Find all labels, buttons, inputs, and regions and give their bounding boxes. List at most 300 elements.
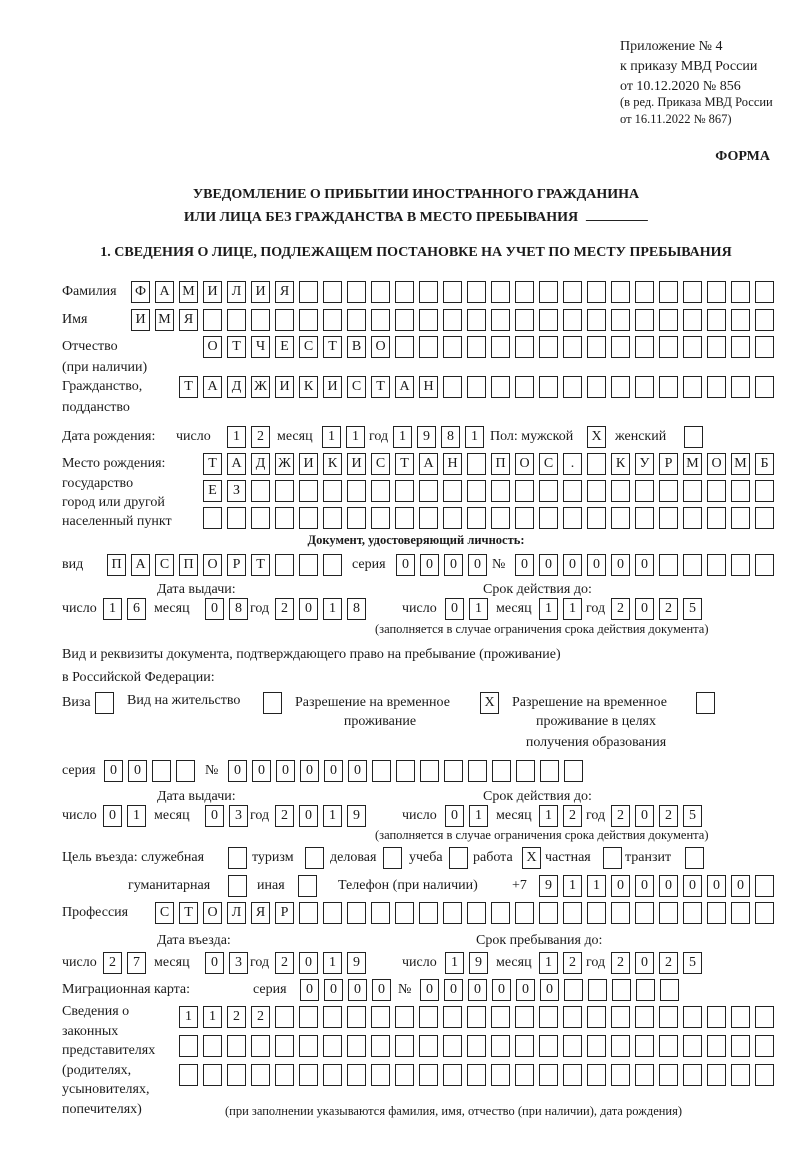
- phone-cell[interactable]: 0: [707, 875, 726, 897]
- profession-cell[interactable]: О: [203, 902, 222, 924]
- temp-residence-checkbox[interactable]: X: [480, 692, 499, 714]
- name-cell[interactable]: [275, 309, 294, 331]
- profession-cell[interactable]: [371, 902, 390, 924]
- year-cell[interactable]: 1: [323, 952, 342, 974]
- representatives-cell[interactable]: [707, 1035, 726, 1057]
- name-cell[interactable]: [299, 309, 318, 331]
- birthplace-cell[interactable]: П: [491, 453, 510, 475]
- birthplace-cell[interactable]: [491, 480, 510, 502]
- year-cell[interactable]: 5: [683, 805, 702, 827]
- surname-cell[interactable]: [443, 281, 462, 303]
- citizenship-cell[interactable]: [539, 376, 558, 398]
- representatives-cell[interactable]: [587, 1035, 606, 1057]
- representatives-cell[interactable]: [611, 1035, 630, 1057]
- birthplace-cell[interactable]: С: [371, 453, 390, 475]
- birthplace-cell[interactable]: [707, 480, 726, 502]
- profession-cell[interactable]: [467, 902, 486, 924]
- month-cell[interactable]: 1: [539, 598, 558, 620]
- year-cell[interactable]: 2: [611, 805, 630, 827]
- patronymic-cell[interactable]: Т: [323, 336, 342, 358]
- patronymic-cell[interactable]: [755, 336, 774, 358]
- name-cell[interactable]: [323, 309, 342, 331]
- birthplace-cell[interactable]: [563, 507, 582, 529]
- series-cell[interactable]: [152, 760, 171, 782]
- birthplace-cell[interactable]: Б: [755, 453, 774, 475]
- profession-cell[interactable]: [347, 902, 366, 924]
- surname-cell[interactable]: [491, 281, 510, 303]
- citizenship-cell[interactable]: А: [203, 376, 222, 398]
- number-cell[interactable]: 0: [635, 554, 654, 576]
- year-cell[interactable]: 2: [611, 598, 630, 620]
- birthplace-cell[interactable]: [611, 507, 630, 529]
- representatives-cell[interactable]: [275, 1064, 294, 1086]
- birthplace-cell[interactable]: [371, 480, 390, 502]
- citizenship-cell[interactable]: [683, 376, 702, 398]
- profession-cell[interactable]: [539, 902, 558, 924]
- representatives-cell[interactable]: [659, 1035, 678, 1057]
- representatives-cell[interactable]: [179, 1035, 198, 1057]
- birthplace-cell[interactable]: [731, 480, 750, 502]
- patronymic-cell[interactable]: Т: [227, 336, 246, 358]
- birthplace-cell[interactable]: [395, 507, 414, 529]
- month-cell[interactable]: 0: [205, 952, 224, 974]
- birthplace-cell[interactable]: [587, 507, 606, 529]
- representatives-cell[interactable]: [443, 1035, 462, 1057]
- surname-cell[interactable]: [515, 281, 534, 303]
- birthplace-cell[interactable]: И: [347, 453, 366, 475]
- doc-kind-cell[interactable]: О: [203, 554, 222, 576]
- representatives-cell[interactable]: [755, 1006, 774, 1028]
- representatives-cell[interactable]: [419, 1035, 438, 1057]
- number-cell[interactable]: [731, 554, 750, 576]
- surname-cell[interactable]: [731, 281, 750, 303]
- profession-cell[interactable]: Т: [179, 902, 198, 924]
- representatives-cell[interactable]: [467, 1006, 486, 1028]
- year-cell[interactable]: 9: [347, 805, 366, 827]
- name-cell[interactable]: [611, 309, 630, 331]
- birthplace-cell[interactable]: [395, 480, 414, 502]
- year-cell[interactable]: 0: [635, 598, 654, 620]
- name-cell[interactable]: Я: [179, 309, 198, 331]
- representatives-cell[interactable]: [467, 1035, 486, 1057]
- number-cell[interactable]: [636, 979, 655, 1001]
- day-cell[interactable]: 1: [469, 598, 488, 620]
- representatives-cell[interactable]: [515, 1006, 534, 1028]
- name-cell[interactable]: [443, 309, 462, 331]
- number-cell[interactable]: 0: [348, 760, 367, 782]
- surname-cell[interactable]: [659, 281, 678, 303]
- representatives-cell[interactable]: [731, 1064, 750, 1086]
- birthplace-cell[interactable]: А: [419, 453, 438, 475]
- birth-day-cell[interactable]: 1: [227, 426, 246, 448]
- number-cell[interactable]: 0: [228, 760, 247, 782]
- number-cell[interactable]: 0: [492, 979, 511, 1001]
- residence-permit-checkbox[interactable]: [263, 692, 282, 714]
- birthplace-cell[interactable]: [563, 480, 582, 502]
- number-cell[interactable]: [659, 554, 678, 576]
- citizenship-cell[interactable]: [515, 376, 534, 398]
- representatives-cell[interactable]: [563, 1006, 582, 1028]
- month-cell[interactable]: 3: [229, 952, 248, 974]
- citizenship-cell[interactable]: [563, 376, 582, 398]
- birthplace-cell[interactable]: Т: [203, 453, 222, 475]
- number-cell[interactable]: [420, 760, 439, 782]
- birthplace-cell[interactable]: [443, 480, 462, 502]
- birthplace-cell[interactable]: [419, 480, 438, 502]
- citizenship-cell[interactable]: [491, 376, 510, 398]
- birth-year-cell[interactable]: 9: [417, 426, 436, 448]
- patronymic-cell[interactable]: Е: [275, 336, 294, 358]
- name-cell[interactable]: М: [155, 309, 174, 331]
- number-cell[interactable]: 0: [276, 760, 295, 782]
- series-cell[interactable]: 0: [444, 554, 463, 576]
- doc-kind-cell[interactable]: С: [155, 554, 174, 576]
- patronymic-cell[interactable]: [419, 336, 438, 358]
- representatives-cell[interactable]: [371, 1064, 390, 1086]
- name-cell[interactable]: [227, 309, 246, 331]
- representatives-cell[interactable]: [635, 1035, 654, 1057]
- year-cell[interactable]: 0: [299, 952, 318, 974]
- birthplace-cell[interactable]: Р: [659, 453, 678, 475]
- representatives-cell[interactable]: [563, 1035, 582, 1057]
- profession-cell[interactable]: [299, 902, 318, 924]
- birth-month-cell[interactable]: 1: [322, 426, 341, 448]
- doc-kind-cell[interactable]: А: [131, 554, 150, 576]
- representatives-cell[interactable]: [587, 1064, 606, 1086]
- name-cell[interactable]: [635, 309, 654, 331]
- purpose-private-checkbox[interactable]: [603, 847, 622, 869]
- name-cell[interactable]: [419, 309, 438, 331]
- phone-cell[interactable]: [755, 875, 774, 897]
- representatives-cell[interactable]: [515, 1035, 534, 1057]
- number-cell[interactable]: 0: [300, 760, 319, 782]
- representatives-cell[interactable]: [635, 1064, 654, 1086]
- name-cell[interactable]: [659, 309, 678, 331]
- representatives-cell[interactable]: [539, 1064, 558, 1086]
- patronymic-cell[interactable]: [491, 336, 510, 358]
- birth-month-cell[interactable]: 1: [346, 426, 365, 448]
- representatives-cell[interactable]: [275, 1035, 294, 1057]
- representatives-cell[interactable]: 2: [251, 1006, 270, 1028]
- patronymic-cell[interactable]: [707, 336, 726, 358]
- month-cell[interactable]: 1: [563, 598, 582, 620]
- patronymic-cell[interactable]: [611, 336, 630, 358]
- purpose-other-checkbox[interactable]: [298, 875, 317, 897]
- profession-cell[interactable]: [395, 902, 414, 924]
- citizenship-cell[interactable]: С: [347, 376, 366, 398]
- representatives-cell[interactable]: [347, 1035, 366, 1057]
- representatives-cell[interactable]: [707, 1064, 726, 1086]
- patronymic-cell[interactable]: [731, 336, 750, 358]
- purpose-business-checkbox[interactable]: [383, 847, 402, 869]
- year-cell[interactable]: 2: [275, 952, 294, 974]
- profession-cell[interactable]: [611, 902, 630, 924]
- number-cell[interactable]: [755, 554, 774, 576]
- day-cell[interactable]: 9: [469, 952, 488, 974]
- number-cell[interactable]: [612, 979, 631, 1001]
- birthplace-cell[interactable]: [371, 507, 390, 529]
- representatives-cell[interactable]: [419, 1064, 438, 1086]
- name-cell[interactable]: [539, 309, 558, 331]
- birthplace-cell[interactable]: М: [683, 453, 702, 475]
- visa-checkbox[interactable]: [95, 692, 114, 714]
- representatives-cell[interactable]: [179, 1064, 198, 1086]
- representatives-cell[interactable]: [323, 1006, 342, 1028]
- profession-cell[interactable]: [563, 902, 582, 924]
- phone-cell[interactable]: 0: [659, 875, 678, 897]
- birthplace-cell[interactable]: [251, 480, 270, 502]
- patronymic-cell[interactable]: [587, 336, 606, 358]
- patronymic-cell[interactable]: [395, 336, 414, 358]
- birthplace-cell[interactable]: [659, 480, 678, 502]
- representatives-cell[interactable]: [395, 1006, 414, 1028]
- profession-cell[interactable]: [323, 902, 342, 924]
- name-cell[interactable]: [371, 309, 390, 331]
- patronymic-cell[interactable]: С: [299, 336, 318, 358]
- representatives-cell[interactable]: [611, 1064, 630, 1086]
- representatives-cell[interactable]: [491, 1006, 510, 1028]
- representatives-cell[interactable]: [491, 1035, 510, 1057]
- representatives-cell[interactable]: [467, 1064, 486, 1086]
- profession-cell[interactable]: [707, 902, 726, 924]
- male-checkbox[interactable]: X: [587, 426, 606, 448]
- profession-cell[interactable]: [491, 902, 510, 924]
- day-cell[interactable]: 1: [127, 805, 146, 827]
- birth-year-cell[interactable]: 1: [393, 426, 412, 448]
- number-cell[interactable]: 0: [540, 979, 559, 1001]
- representatives-cell[interactable]: [371, 1006, 390, 1028]
- profession-cell[interactable]: [443, 902, 462, 924]
- surname-cell[interactable]: [707, 281, 726, 303]
- surname-cell[interactable]: [683, 281, 702, 303]
- surname-cell[interactable]: Л: [227, 281, 246, 303]
- birthplace-cell[interactable]: [347, 507, 366, 529]
- birthplace-cell[interactable]: [587, 453, 606, 475]
- citizenship-cell[interactable]: Т: [179, 376, 198, 398]
- birthplace-cell[interactable]: [275, 507, 294, 529]
- phone-cell[interactable]: 0: [731, 875, 750, 897]
- birthplace-cell[interactable]: Т: [395, 453, 414, 475]
- profession-cell[interactable]: [683, 902, 702, 924]
- representatives-cell[interactable]: [731, 1006, 750, 1028]
- citizenship-cell[interactable]: Ж: [251, 376, 270, 398]
- birthplace-cell[interactable]: Н: [443, 453, 462, 475]
- surname-cell[interactable]: [299, 281, 318, 303]
- representatives-cell[interactable]: [323, 1035, 342, 1057]
- citizenship-cell[interactable]: А: [395, 376, 414, 398]
- series-cell[interactable]: 0: [372, 979, 391, 1001]
- number-cell[interactable]: 0: [420, 979, 439, 1001]
- birthplace-cell[interactable]: [323, 507, 342, 529]
- profession-cell[interactable]: [635, 902, 654, 924]
- name-cell[interactable]: [707, 309, 726, 331]
- phone-cell[interactable]: 1: [563, 875, 582, 897]
- birth-day-cell[interactable]: 2: [251, 426, 270, 448]
- representatives-cell[interactable]: [539, 1035, 558, 1057]
- month-cell[interactable]: 3: [229, 805, 248, 827]
- birthplace-cell[interactable]: [467, 480, 486, 502]
- number-cell[interactable]: [683, 554, 702, 576]
- citizenship-cell[interactable]: Д: [227, 376, 246, 398]
- day-cell[interactable]: 0: [445, 805, 464, 827]
- patronymic-cell[interactable]: [539, 336, 558, 358]
- patronymic-cell[interactable]: Ч: [251, 336, 270, 358]
- birthplace-cell[interactable]: [251, 507, 270, 529]
- name-cell[interactable]: И: [131, 309, 150, 331]
- profession-cell[interactable]: С: [155, 902, 174, 924]
- patronymic-cell[interactable]: [659, 336, 678, 358]
- birthplace-cell[interactable]: [755, 507, 774, 529]
- surname-cell[interactable]: [611, 281, 630, 303]
- citizenship-cell[interactable]: [755, 376, 774, 398]
- month-cell[interactable]: 1: [539, 805, 558, 827]
- patronymic-cell[interactable]: [467, 336, 486, 358]
- phone-cell[interactable]: 0: [683, 875, 702, 897]
- doc-kind-cell[interactable]: [275, 554, 294, 576]
- representatives-cell[interactable]: [227, 1064, 246, 1086]
- month-cell[interactable]: 0: [205, 805, 224, 827]
- doc-kind-cell[interactable]: П: [179, 554, 198, 576]
- surname-cell[interactable]: [419, 281, 438, 303]
- representatives-cell[interactable]: [443, 1064, 462, 1086]
- series-cell[interactable]: 0: [300, 979, 319, 1001]
- citizenship-cell[interactable]: [443, 376, 462, 398]
- month-cell[interactable]: 1: [539, 952, 558, 974]
- representatives-cell[interactable]: [731, 1035, 750, 1057]
- number-cell[interactable]: 0: [252, 760, 271, 782]
- phone-cell[interactable]: 9: [539, 875, 558, 897]
- month-cell[interactable]: 0: [205, 598, 224, 620]
- birthplace-cell[interactable]: У: [635, 453, 654, 475]
- year-cell[interactable]: 0: [299, 805, 318, 827]
- surname-cell[interactable]: [563, 281, 582, 303]
- representatives-cell[interactable]: [371, 1035, 390, 1057]
- representatives-cell[interactable]: [563, 1064, 582, 1086]
- representatives-cell[interactable]: [323, 1064, 342, 1086]
- representatives-cell[interactable]: [227, 1035, 246, 1057]
- surname-cell[interactable]: [347, 281, 366, 303]
- birthplace-cell[interactable]: К: [611, 453, 630, 475]
- birthplace-cell[interactable]: [707, 507, 726, 529]
- birthplace-cell[interactable]: [539, 507, 558, 529]
- citizenship-cell[interactable]: [587, 376, 606, 398]
- number-cell[interactable]: [516, 760, 535, 782]
- birthplace-cell[interactable]: [491, 507, 510, 529]
- birthplace-cell[interactable]: [515, 480, 534, 502]
- birthplace-cell[interactable]: [347, 480, 366, 502]
- representatives-cell[interactable]: [683, 1035, 702, 1057]
- number-cell[interactable]: 0: [324, 760, 343, 782]
- name-cell[interactable]: [203, 309, 222, 331]
- birthplace-cell[interactable]: [635, 507, 654, 529]
- representatives-cell[interactable]: [539, 1006, 558, 1028]
- surname-cell[interactable]: Ф: [131, 281, 150, 303]
- name-cell[interactable]: [563, 309, 582, 331]
- female-checkbox[interactable]: [684, 426, 703, 448]
- birthplace-cell[interactable]: [659, 507, 678, 529]
- birthplace-cell[interactable]: Д: [251, 453, 270, 475]
- name-cell[interactable]: [491, 309, 510, 331]
- citizenship-cell[interactable]: [611, 376, 630, 398]
- number-cell[interactable]: [372, 760, 391, 782]
- day-cell[interactable]: 1: [103, 598, 122, 620]
- profession-cell[interactable]: [659, 902, 678, 924]
- profession-cell[interactable]: [755, 902, 774, 924]
- doc-kind-cell[interactable]: [323, 554, 342, 576]
- birthplace-cell[interactable]: [467, 453, 486, 475]
- representatives-cell[interactable]: [395, 1064, 414, 1086]
- representatives-cell[interactable]: [587, 1006, 606, 1028]
- number-cell[interactable]: [707, 554, 726, 576]
- number-cell[interactable]: 0: [515, 554, 534, 576]
- patronymic-cell[interactable]: [683, 336, 702, 358]
- series-cell[interactable]: 0: [324, 979, 343, 1001]
- year-cell[interactable]: 9: [347, 952, 366, 974]
- doc-kind-cell[interactable]: Р: [227, 554, 246, 576]
- purpose-humanitarian-checkbox[interactable]: [228, 875, 247, 897]
- representatives-cell[interactable]: [515, 1064, 534, 1086]
- day-cell[interactable]: 7: [127, 952, 146, 974]
- number-cell[interactable]: [660, 979, 679, 1001]
- representatives-cell[interactable]: [755, 1035, 774, 1057]
- number-cell[interactable]: 0: [611, 554, 630, 576]
- month-cell[interactable]: 8: [229, 598, 248, 620]
- birthplace-cell[interactable]: [227, 507, 246, 529]
- representatives-cell[interactable]: [611, 1006, 630, 1028]
- name-cell[interactable]: [755, 309, 774, 331]
- day-cell[interactable]: 0: [445, 598, 464, 620]
- name-cell[interactable]: [587, 309, 606, 331]
- representatives-cell[interactable]: [251, 1064, 270, 1086]
- birthplace-cell[interactable]: [587, 480, 606, 502]
- birthplace-cell[interactable]: [275, 480, 294, 502]
- profession-cell[interactable]: Я: [251, 902, 270, 924]
- surname-cell[interactable]: [635, 281, 654, 303]
- phone-cell[interactable]: 0: [635, 875, 654, 897]
- birthplace-cell[interactable]: О: [515, 453, 534, 475]
- temp-edu-checkbox[interactable]: [696, 692, 715, 714]
- number-cell[interactable]: [564, 979, 583, 1001]
- doc-kind-cell[interactable]: П: [107, 554, 126, 576]
- purpose-official-checkbox[interactable]: [228, 847, 247, 869]
- birthplace-cell[interactable]: [467, 507, 486, 529]
- representatives-cell[interactable]: [491, 1064, 510, 1086]
- patronymic-cell[interactable]: О: [371, 336, 390, 358]
- month-cell[interactable]: 2: [563, 805, 582, 827]
- citizenship-cell[interactable]: [731, 376, 750, 398]
- birthplace-cell[interactable]: [539, 480, 558, 502]
- birthplace-cell[interactable]: [203, 507, 222, 529]
- day-cell[interactable]: 2: [103, 952, 122, 974]
- citizenship-cell[interactable]: [467, 376, 486, 398]
- birthplace-cell[interactable]: К: [323, 453, 342, 475]
- day-cell[interactable]: 1: [469, 805, 488, 827]
- series-cell[interactable]: 0: [348, 979, 367, 1001]
- surname-cell[interactable]: [395, 281, 414, 303]
- name-cell[interactable]: [251, 309, 270, 331]
- representatives-cell[interactable]: [683, 1006, 702, 1028]
- name-cell[interactable]: [347, 309, 366, 331]
- series-cell[interactable]: 0: [104, 760, 123, 782]
- representatives-cell[interactable]: [755, 1064, 774, 1086]
- birthplace-cell[interactable]: .: [563, 453, 582, 475]
- series-cell[interactable]: [176, 760, 195, 782]
- birthplace-cell[interactable]: [731, 507, 750, 529]
- representatives-cell[interactable]: [251, 1035, 270, 1057]
- year-cell[interactable]: 2: [659, 598, 678, 620]
- name-cell[interactable]: [395, 309, 414, 331]
- year-cell[interactable]: 1: [323, 805, 342, 827]
